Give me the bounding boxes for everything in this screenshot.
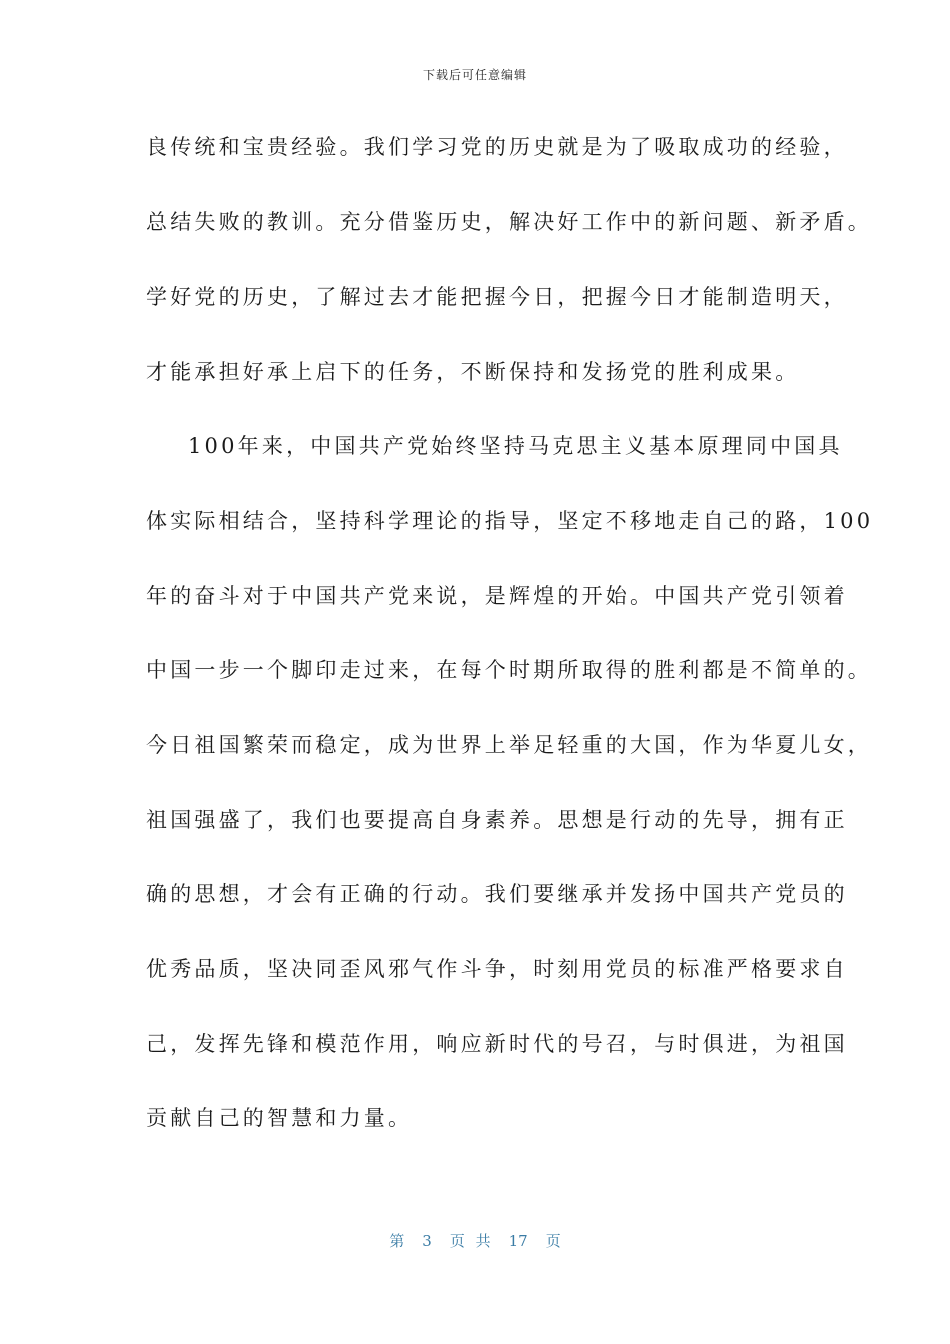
text-line: 年的奋斗对于中国共产党来说，是辉煌的开始。中国共产党引领着 — [146, 584, 848, 608]
text-line: 贡献自己的智慧和力量。 — [146, 1106, 413, 1130]
text-line: 祖国强盛了，我们也要提高自身素养。思想是行动的先导，拥有正 — [146, 808, 848, 832]
header-note: 下载后可任意编辑 — [422, 68, 527, 82]
text-line: 确的思想，才会有正确的行动。我们要继承并发扬中国共产党员的 — [146, 882, 848, 906]
total-page-count: 17 — [508, 1232, 528, 1250]
footer-suffix: 页 — [545, 1232, 561, 1250]
text-line: 今日祖国繁荣而稳定，成为世界上举足轻重的大国，作为华夏儿女， — [146, 733, 872, 757]
text-line: 优秀品质，坚决同歪风邪气作斗争，时刻用党员的标准严格要求自 — [146, 957, 848, 981]
page-footer — [0, 1230, 950, 1251]
current-page-number: 3 — [422, 1232, 432, 1250]
text-line: 学好党的历史，了解过去才能把握今日，把握今日才能制造明天， — [146, 285, 848, 309]
footer-prefix: 第 — [389, 1232, 405, 1250]
text-line: 才能承担好承上启下的任务，不断保持和发扬党的胜利成果。 — [146, 360, 800, 384]
text-line: 总结失败的教训。充分借鉴历史，解决好工作中的新问题、新矛盾。 — [146, 210, 872, 234]
text-line: 中国一步一个脚印走过来，在每个时期所取得的胜利都是不简单的。 — [146, 658, 872, 682]
text-line: 良传统和宝贵经验。我们学习党的历史就是为了吸取成功的经验， — [146, 135, 848, 159]
footer-middle: 页 共 — [449, 1232, 491, 1250]
text-line: 己，发挥先锋和模范作用，响应新时代的号召，与时俱进，为祖国 — [146, 1032, 848, 1056]
text-line: 体实际相结合，坚持科学理论的指导，坚定不移地走自己的路，100 — [146, 509, 874, 533]
paragraph-first-line: 100年来，中国共产党始终坚持马克思主义基本原理同中国具 — [188, 434, 843, 458]
